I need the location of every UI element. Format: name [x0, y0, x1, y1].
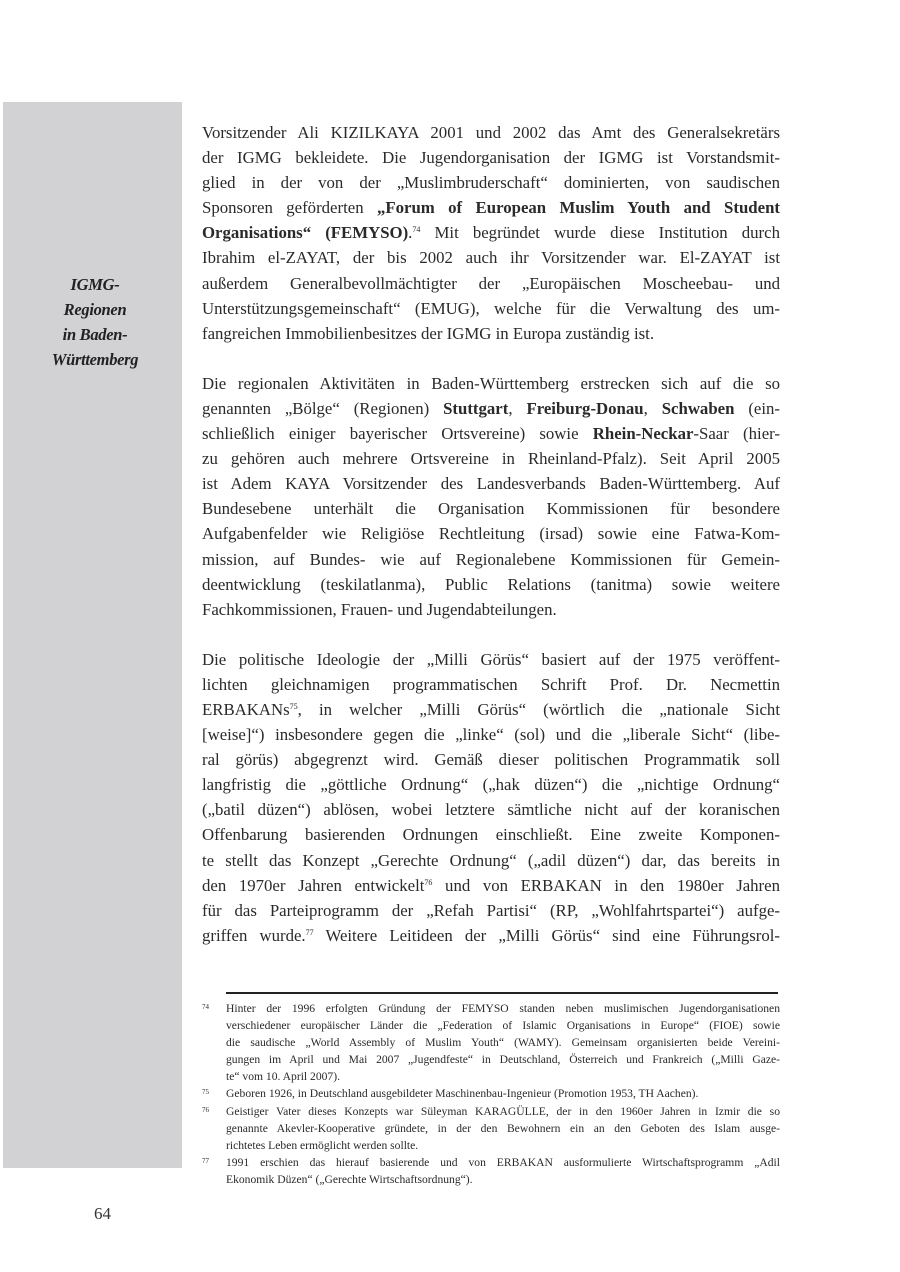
text-run: griffen wurde.	[202, 925, 306, 945]
footnote-line: verschiedener europäischer Länder die „Federation of Islamic Organisations in Europe“ (FIOE) sowie	[226, 1019, 780, 1033]
text-line: [weise]“) insbesondere gegen die „linke“ (sol) und die „liberale Sicht“ (libe-	[202, 725, 780, 745]
paragraph-femyso	[202, 120, 780, 346]
paragraph-regions	[202, 371, 780, 622]
footnote-ref-77[interactable]: 77	[305, 927, 314, 937]
text-line	[202, 697, 780, 722]
text-run: genannten „Bölge“ (Regionen)	[202, 398, 444, 418]
text-line: Fachkommissionen, Frauen- und Jugendabteilungen.	[202, 599, 557, 619]
text-line: ral görüs) abgegrenzt wird. Gemäß dieser politischen Programmatik soll	[202, 750, 780, 770]
footnote-ref-75[interactable]: 75	[289, 701, 298, 711]
footnote-75	[200, 1085, 780, 1102]
text-run: Weitere Leitideen der „Milli Görüs“ sind eine Führungsrol-	[313, 925, 780, 945]
text-line	[202, 195, 780, 220]
bold-term: Schwaben	[661, 398, 735, 418]
text-line: lichten gleichnamigen programmatischen Schrift Prof. Dr. Necmettin	[202, 674, 780, 694]
marginal-heading	[10, 272, 180, 372]
marginal-heading-line: in Baden-	[62, 325, 128, 344]
text-line	[202, 220, 780, 245]
text-line: Ibrahim el-ZAYAT, der bis 2002 auch ihr Vorsitzender war. El-ZAYAT ist	[202, 248, 780, 268]
footnote-number: 75	[202, 1088, 209, 1097]
footnote-77	[200, 1154, 780, 1188]
bold-term: Freiburg-Donau	[526, 398, 644, 418]
footnote-74	[200, 1000, 780, 1085]
footnote-number: 77	[202, 1156, 209, 1165]
marginal-heading-line: Württemberg	[51, 350, 139, 369]
marginal-heading-line: Regionen	[63, 300, 127, 319]
page-number: 64	[94, 1204, 111, 1223]
footnote-line: die saudische „World Assembly of Muslim Youth“ (WAMY). Gemeinsam organisierten beide Vereini-	[226, 1036, 780, 1050]
text-run: schließlich einiger bayerischer Ortsvereine) sowie	[202, 424, 593, 444]
paragraph-ideology	[202, 647, 780, 948]
bold-term: Rhein-Neckar	[592, 424, 694, 444]
footnote-line: Ekonomik Düzen“ („Gerechte Wirtschaftsordnung“).	[226, 1172, 473, 1186]
footnote-line: Hinter der 1996 erfolgten Gründung der FEMYSO standen neben muslimischen Jugendorganisationen	[226, 1002, 780, 1015]
text-line	[202, 923, 780, 948]
text-line: fangreichen Immobilienbesitzes der IGMG in Europa zuständig ist.	[202, 323, 655, 343]
text-run: und von ERBAKAN in den 1980er Jahren	[432, 875, 780, 895]
text-line	[202, 421, 780, 446]
text-run: , in welcher „Milli Görüs“ (wörtlich die „nationale Sicht	[297, 699, 780, 719]
text-line: („batil düzen“) ablösen, wobei letztere sämtliche nicht auf der koranischen	[202, 800, 780, 820]
footnote-ref-74[interactable]: 74	[412, 225, 421, 235]
text-run: ERBAKANs	[202, 699, 290, 719]
footnote-76	[200, 1103, 780, 1154]
footnote-ref-76[interactable]: 76	[424, 877, 433, 887]
text-run: ,	[643, 398, 662, 418]
bold-term: Stuttgart	[443, 398, 509, 418]
text-line: der IGMG bekleidete. Die Jugendorganisation der IGMG ist Vorstandsmit-	[202, 148, 780, 168]
text-line: ist Adem KAYA Vorsitzender des Landesverbands Baden-Württemberg. Auf	[202, 474, 780, 494]
footnote-line: richtetes Leben ermöglicht werden sollte.	[226, 1138, 419, 1152]
text-line: deentwicklung (teskilatlanma), Public Relations (tanitma) sowie weitere	[202, 574, 780, 594]
text-run: (ein-	[734, 398, 781, 418]
text-line	[202, 873, 780, 898]
text-line: Die politische Ideologie der „Milli Görüs“ basiert auf der 1975 veröffent-	[202, 649, 780, 669]
text-line: Die regionalen Aktivitäten in Baden-Württemberg erstrecken sich auf die so	[202, 373, 780, 393]
text-line: für das Parteiprogramm der „Refah Partisi“ (RP, „Wohlfahrtspartei“) aufge-	[202, 900, 780, 920]
text-line: Aufgabenfelder wie Religiöse Rechtleitung (irsad) sowie eine Fatwa-Kom-	[202, 524, 780, 544]
text-line: Offenbarung basierenden Ordnungen einschließt. Eine zweite Komponen-	[202, 825, 780, 845]
text-run: den 1970er Jahren entwickelt	[202, 875, 425, 895]
footnotes	[200, 1000, 780, 1188]
footnote-number: 74	[202, 1003, 209, 1011]
footnote-line: genannte Akevler-Kooperative gründete, in der den Bewohnern ein an den Geboten des Islam ausge-	[226, 1121, 780, 1135]
footnote-line: Geboren 1926, in Deutschland ausgebildeter Maschinenbau-Ingenieur (Promotion 1953, TH Aachen).	[226, 1087, 699, 1101]
footnote-line: 1991 erschien das hierauf basierende und von ERBAKAN ausformulierte Wirtschaftsprogramm „Adil	[226, 1155, 780, 1169]
text-line	[202, 396, 780, 421]
footnote-line: gungen im April und Mai 2007 „Jugendfeste“ in Deutschland, Österreich und Frankreich („Milli Gaze-	[226, 1053, 780, 1067]
footnote-line: Geistiger Vater dieses Konzepts war Süleyman KARAGÜLLE, der in den 1960er Jahren in Izmir die so	[226, 1104, 780, 1118]
text-line: zu gehören auch mehrere Ortsvereine in Rheinland-Pfalz). Seit April 2005	[202, 449, 780, 469]
footnote-divider	[226, 992, 778, 994]
text-line: langfristig die „göttliche Ordnung“ („hak düzen“) die „nichtige Ordnung“	[202, 775, 780, 795]
main-text	[202, 120, 780, 948]
text-run: ,	[508, 398, 527, 418]
text-line: Vorsitzender Ali KIZILKAYA 2001 und 2002 das Amt des Generalsekretärs	[202, 123, 780, 142]
text-line: Bundesebene unterhält die Organisation Kommissionen für besondere	[202, 499, 780, 519]
text-run: -Saar (hier-	[693, 424, 780, 444]
text-line: te stellt das Konzept „Gerechte Ordnung“ („adil düzen“) dar, das bereits in	[202, 850, 780, 870]
text-run: Sponsoren geförderten	[202, 198, 377, 218]
text-line: Unterstützungsgemeinschaft“ (EMUG), welche für die Verwaltung des um-	[202, 298, 780, 318]
text-line: mission, auf Bundes- wie auf Regionalebene Kommissionen für Gemein-	[202, 549, 780, 569]
text-run: .	[408, 223, 413, 243]
bold-term: Organisations“ (FEMYSO)	[202, 223, 409, 243]
footnote-line: te“ vom 10. April 2007).	[226, 1070, 340, 1084]
text-line: außerdem Generalbevollmächtigter der „Europäischen Moscheebau- und	[202, 273, 780, 293]
marginal-heading-line: IGMG-	[70, 275, 120, 294]
text-run: Mit begründet wurde diese Institution durch	[420, 223, 780, 243]
margin-sidebar	[3, 102, 182, 1168]
footnote-number: 76	[202, 1105, 209, 1114]
bold-term: „Forum of European Muslim Youth and Student	[376, 198, 780, 218]
text-line: glied in der von der „Muslimbruderschaft“ dominierten, von saudischen	[202, 173, 780, 193]
